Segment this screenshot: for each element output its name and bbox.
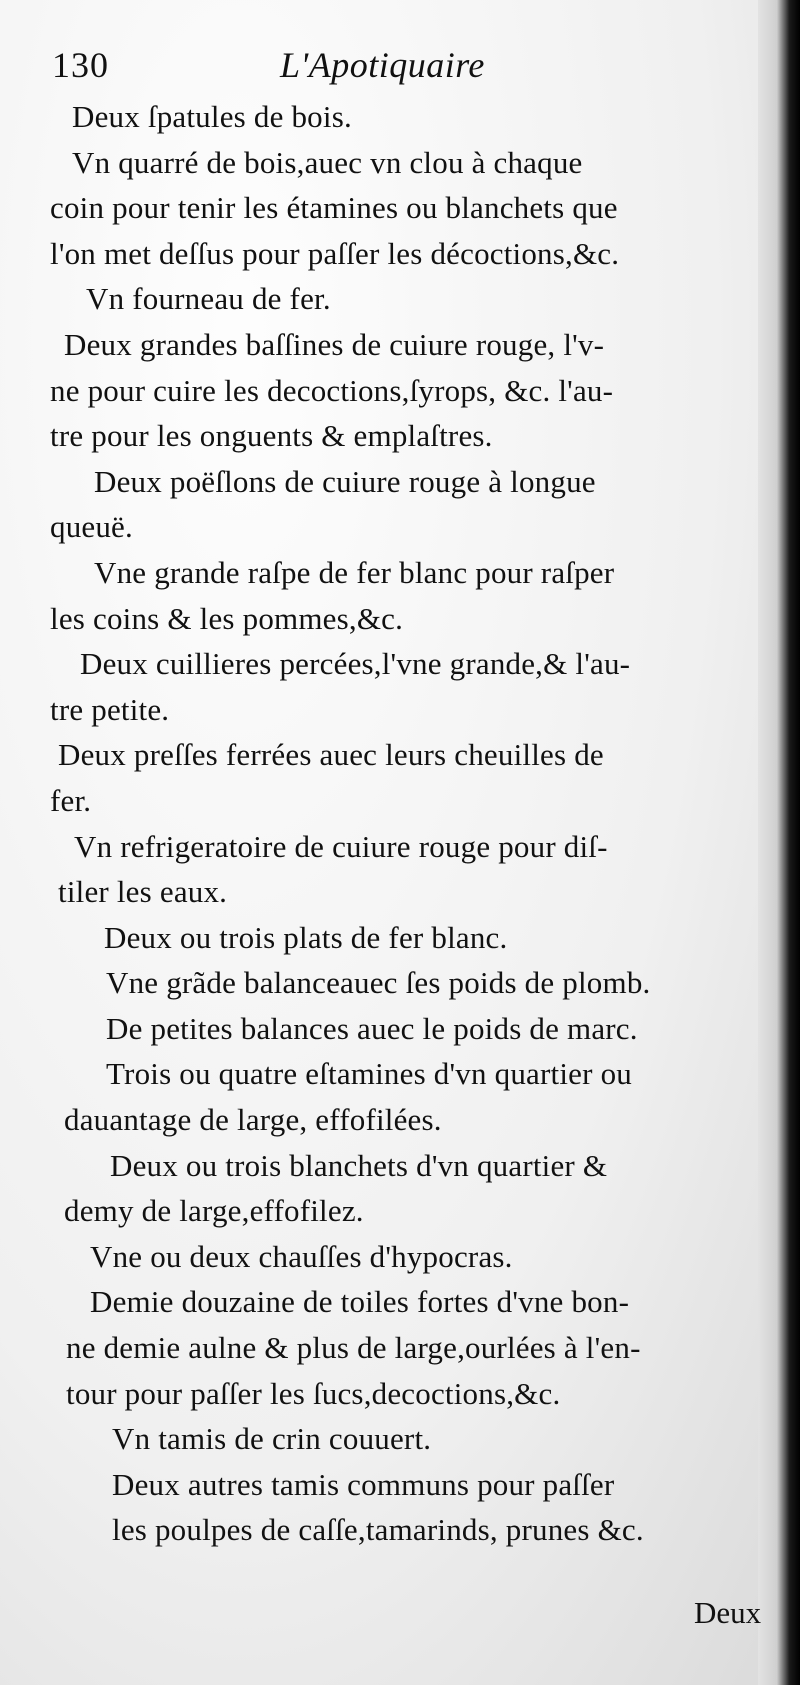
text-line: ne pour cuire les decoctions,ſyrops, &c. l'au- [50, 372, 614, 408]
text-line: Vne grande raſpe de fer blanc pour raſper [94, 554, 615, 590]
text-line: queuë. [50, 509, 133, 545]
text-line: tiler les eaux. [58, 874, 228, 910]
text-line: Vne ou deux chauſſes d'hypocras. [90, 1238, 513, 1274]
text-line: Vn tamis de crin couuert. [112, 1421, 432, 1457]
text-line: Deux ou trois plats de fer blanc. [104, 919, 508, 955]
text-line: ne demie aulne & plus de large,ourlées à l'en- [66, 1330, 641, 1366]
text-line: les coins & les pommes,&c. [50, 600, 404, 636]
text-line: Deux ou trois blanchets d'vn quartier & [110, 1147, 608, 1183]
text-line: l'on met deſſus pour paſſer les décoctions,&c. [50, 235, 620, 271]
page-gutter-shadow [758, 0, 800, 1685]
text-line: tre pour les onguents & emplaſtres. [50, 418, 493, 454]
page-number: 130 [52, 45, 109, 85]
text-line: les poulpes de caſſe,tamarinds, prunes &c. [112, 1512, 644, 1548]
text-line: Vn refrigeratoire de cuiure rouge pour diſ- [74, 828, 608, 864]
text-line: coin pour tenir les étamines ou blanchets que [50, 190, 618, 226]
text-line: dauantage de large, effofilées. [64, 1102, 442, 1138]
text-line: Deux grandes baſſines de cuiure rouge, l'v- [64, 326, 605, 362]
text-line: Trois ou quatre eſtamines d'vn quartier ou [106, 1056, 632, 1092]
body-text [50, 94, 750, 1553]
text-line: Vn fourneau de fer. [86, 281, 331, 317]
text-line: tour pour paſſer les ſucs,decoctions,&c. [66, 1375, 561, 1411]
text-line: demy de large,effofilez. [64, 1193, 364, 1229]
text-line: Deux autres tamis communs pour paſſer [112, 1466, 615, 1502]
text-line: Vn quarré de bois,auec vn clou à chaque [72, 144, 583, 180]
text-line: Demie douzaine de toiles fortes d'vne bon- [90, 1284, 630, 1320]
text-line: De petites balances auec le poids de marc. [106, 1010, 638, 1046]
text-line: Deux ſpatules de bois. [72, 99, 352, 134]
text-line: Vne grãde balanceauec ſes poids de plomb. [106, 965, 651, 1001]
text-line: Deux cuillieres percées,l'vne grande,& l'au- [80, 646, 631, 682]
running-title: L'Apotiquaire [280, 45, 485, 85]
text-line: Deux preſſes ferrées auec leurs cheuilles de [58, 737, 604, 773]
catchword: Deux [694, 1595, 762, 1630]
page-header [52, 44, 742, 90]
text-line: tre petite. [50, 691, 170, 727]
text-line: Deux poëſlons de cuiure rouge à longue [94, 463, 596, 499]
text-line: fer. [50, 782, 92, 818]
